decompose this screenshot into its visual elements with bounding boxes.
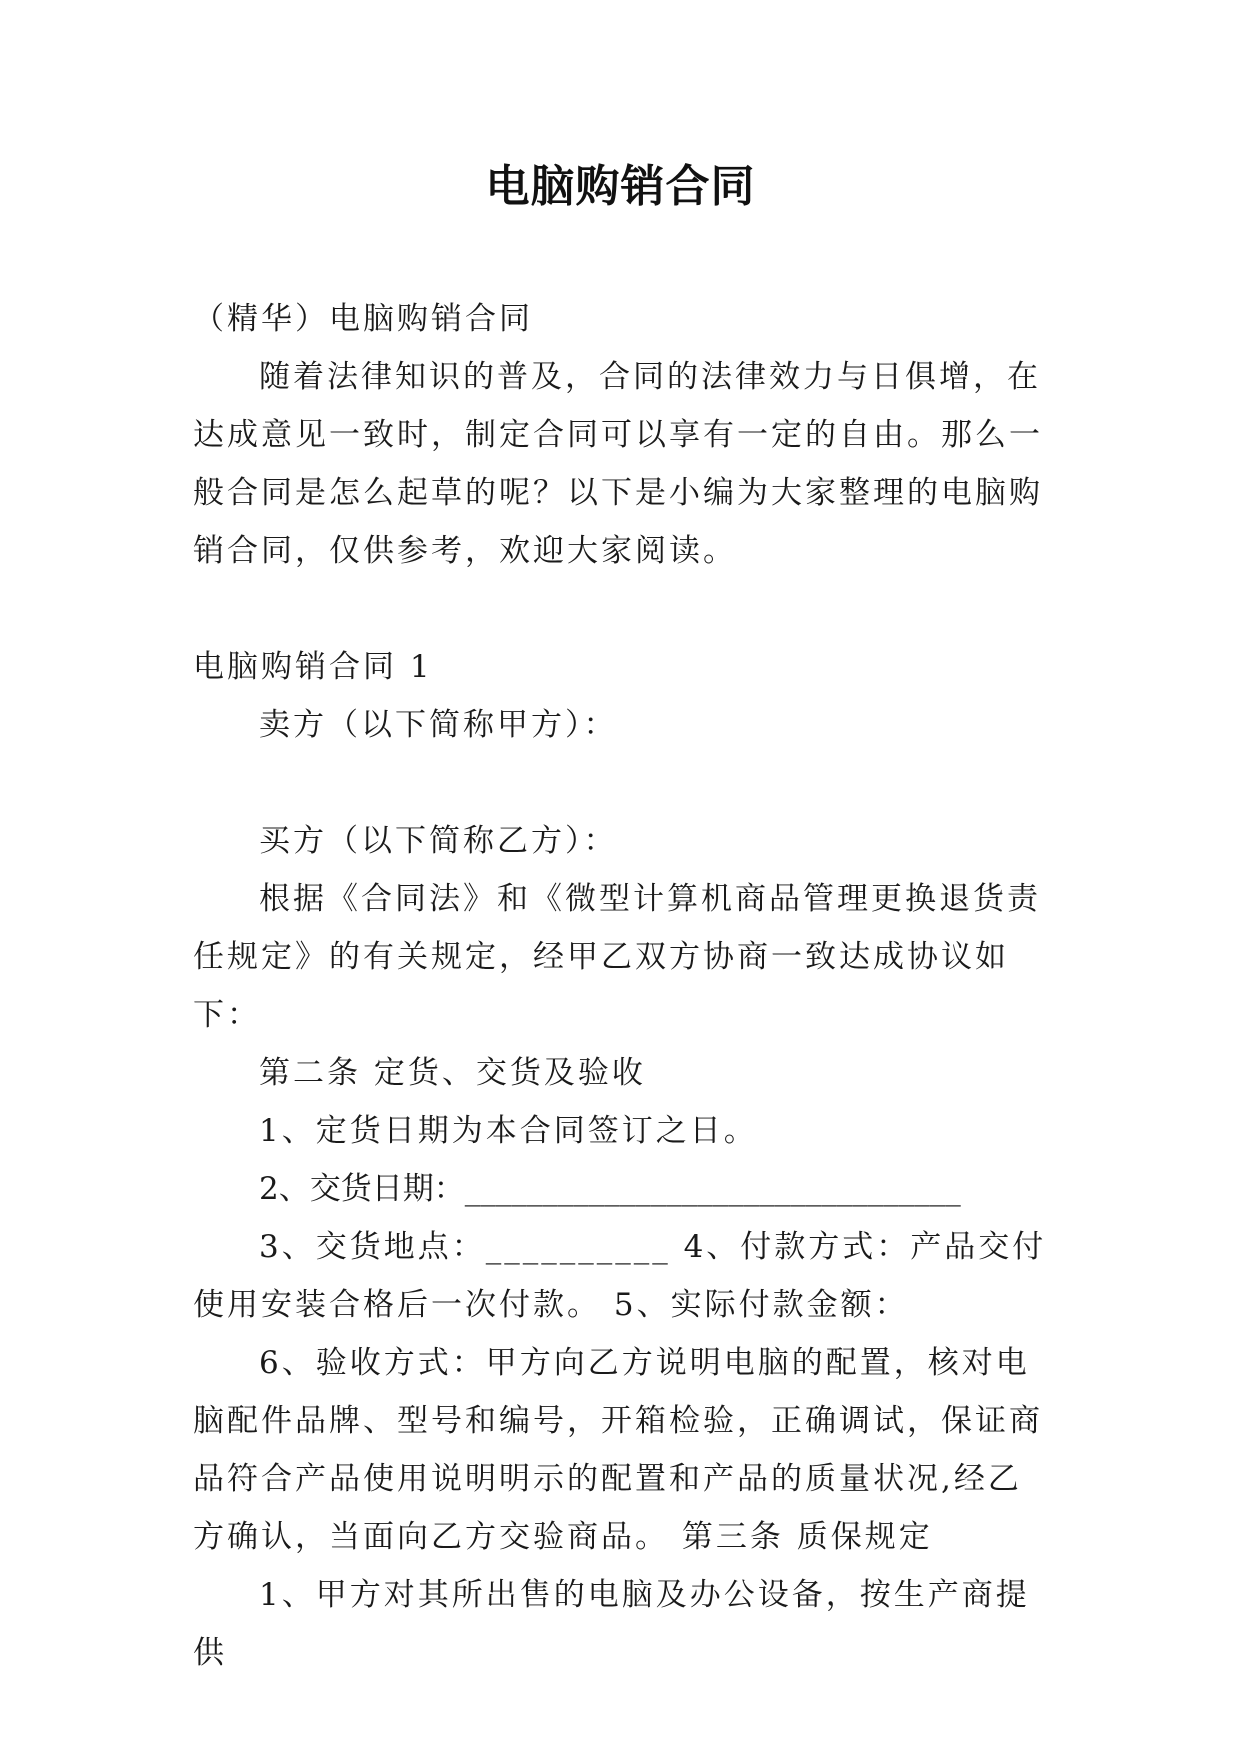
clause-6: 6、验收方式：甲方向乙方说明电脑的配置，核对电脑配件品牌、型号和编号，开箱检验，正确调试，保证商品符合产品使用说明明示的配置和产品的质量状况,经乙方确认，当面向乙方交验商品。 第三条 质保规定 <box>193 1345 1043 1555</box>
intro-paragraph: 随着法律知识的普及，合同的法律效力与日俱增，在达成意见一致时，制定合同可以享有一定的自由。那么一般合同是怎么起草的呢？以下是小编为大家整理的电脑购销合同，仅供参考，欢迎大家阅读。 <box>193 359 1043 569</box>
seller-line: 卖方（以下简称甲方）： <box>259 707 618 743</box>
spacer <box>193 754 1053 812</box>
basis-paragraph: 根据《合同法》和《微型计算机商品管理更换退货责任规定》的有关规定，经甲乙双方协商一致达成协议如下： <box>193 881 1041 1033</box>
buyer-line: 买方（以下简称乙方）： <box>259 823 618 859</box>
clause-3-4-5: 3、交货地点：__________ 4、付款方式：产品交付使用安装合格后一次付款。 5、实际付款金额： <box>193 1229 1047 1323</box>
document-title: 电脑购销合同 <box>485 161 756 212</box>
clause-2: 2、交货日期：________________________________ <box>259 1171 961 1207</box>
article-2-heading: 第二条 定货、交货及验收 <box>259 1055 646 1091</box>
spacer <box>193 580 1053 638</box>
clause-1: 1、定货日期为本合同签订之日。 <box>259 1113 758 1149</box>
document-body <box>193 290 1053 1682</box>
clause-warranty-1: 1、甲方对其所出售的电脑及办公设备，按生产商提供 <box>193 1577 1030 1671</box>
section-heading: 电脑购销合同 1 <box>193 649 433 685</box>
subtitle-line: （精华）电脑购销合同 <box>193 301 533 337</box>
